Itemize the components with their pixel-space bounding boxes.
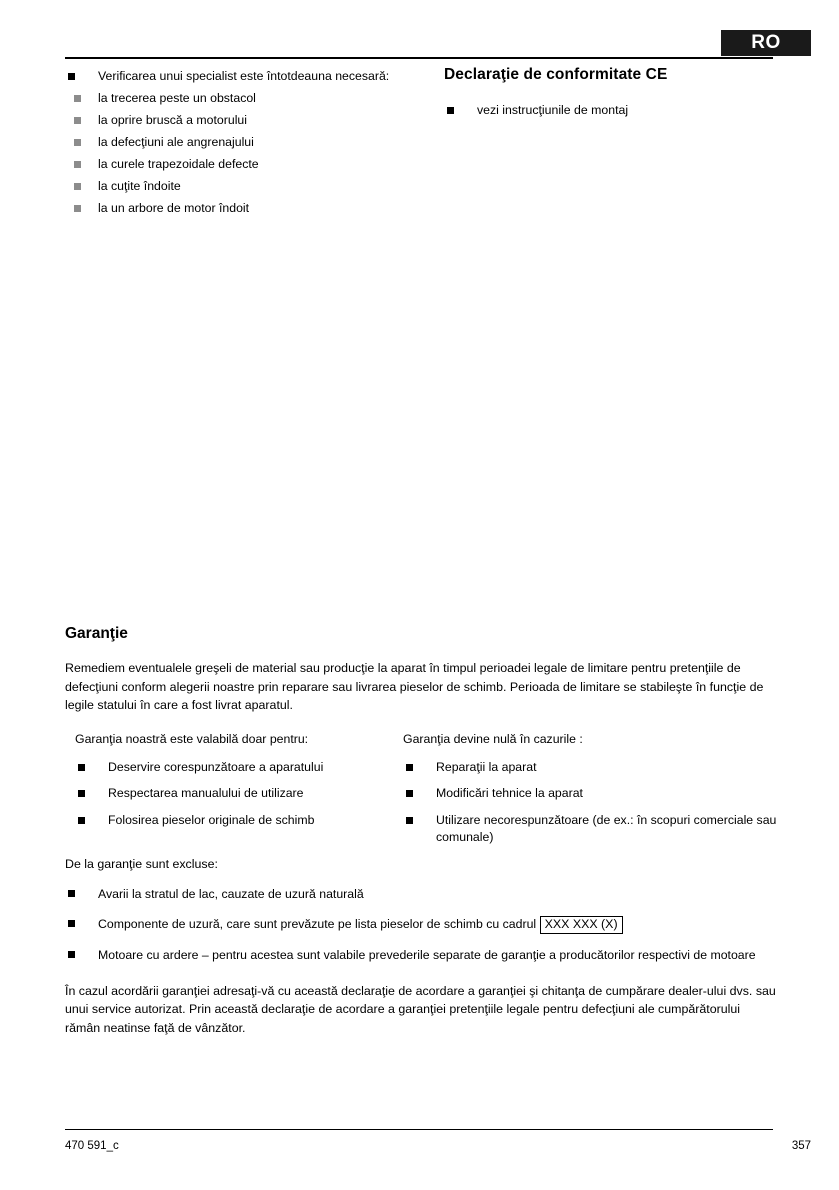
list-item-label: Verificarea unui specialist este întotdeauna necesară: [98, 69, 390, 83]
list-item-label: la defecţiuni ale angrenajului [98, 134, 254, 149]
list-item-label: Componente de uzură, care sunt prevăzute pe lista pieselor de schimb cu cadrul [98, 916, 537, 931]
bullet-square-icon [78, 764, 85, 771]
bullet-square-icon [406, 817, 413, 824]
ce-declaration-list [444, 102, 774, 120]
bullet-square-icon [74, 117, 81, 124]
list-item [75, 812, 405, 830]
warranty-excluded-list [65, 885, 777, 964]
language-tab: RO [721, 30, 811, 56]
list-item [403, 785, 777, 803]
warranty-two-column-block [65, 731, 777, 857]
warranty-excluded-lead: De la garanţie sunt excluse: [65, 856, 218, 871]
list-item [65, 134, 420, 152]
bullet-square-icon [447, 107, 454, 114]
header-divider [65, 57, 773, 59]
warranty-valid-lead: Garanţia noastră este valabilă doar pentru: [75, 731, 309, 746]
bullet-square-icon [78, 817, 85, 824]
list-item [65, 90, 420, 108]
spare-part-code-box: XXX XXX (X) [540, 916, 623, 934]
list-item [75, 759, 405, 777]
list-item-label: vezi instrucţiunile de montaj [477, 103, 629, 117]
list-item-label: Motoare cu ardere – pentru acestea sunt valabile prevederile separate de garanţie a producătorilor respectivi de motoare [98, 947, 756, 962]
list-item-label: Reparaţii la aparat [436, 759, 537, 774]
bullet-square-icon [74, 183, 81, 190]
list-item [65, 178, 420, 196]
list-item [65, 68, 420, 86]
list-item [444, 102, 774, 120]
section-title-ce-declaration: Declaraţie de conformitate CE [444, 66, 668, 83]
list-item-label: Utilizare necorespunzătoare (de ex.: în scopuri comerciale sau comunale) [436, 812, 777, 844]
list-item-label: Modificări tehnice la aparat [436, 786, 583, 800]
list-item-label: la cuţite îndoite [98, 178, 181, 193]
warranty-valid-column [75, 731, 405, 839]
list-item-label: Avarii la stratul de lac, cauzate de uzură naturală [98, 886, 364, 901]
list-item [65, 156, 420, 174]
bullet-square-icon [68, 920, 75, 927]
list-item-label: Respectarea manualului de utilizare [108, 786, 304, 800]
bullet-square-icon [68, 951, 75, 958]
bullet-square-icon [406, 790, 413, 797]
list-item [65, 112, 420, 130]
section-title-warranty: Garanţie [65, 625, 128, 642]
warranty-intro-paragraph: Remediem eventualele greşeli de material sau producţie la aparat în timpul perioadei legale de limitare pentru pretenţiile de defecţiuni conform alegerii noastre prin reparare sau livrarea pieselor de schimb. Perioada de limitare se stabileşte în funcţie de legile statului în care a fost livrat aparatul. [65, 661, 764, 712]
bullet-square-icon [74, 205, 81, 212]
list-item-label: la un arbore de motor îndoit [98, 200, 250, 215]
footer-divider [65, 1129, 773, 1130]
bullet-square-icon [68, 890, 75, 897]
list-item-label: la trecerea peste un obstacol [98, 90, 256, 105]
list-item [65, 200, 420, 218]
warranty-valid-list [75, 759, 405, 830]
bullet-square-icon [78, 790, 85, 797]
specialist-check-list [65, 68, 420, 86]
bullet-square-icon [68, 73, 75, 80]
list-item-with-box [65, 915, 777, 934]
list-item [75, 785, 405, 803]
footer-page-number: 357 [791, 1140, 811, 1152]
list-item [65, 885, 777, 903]
list-item-label: Deservire corespunzătoare a aparatului [108, 759, 324, 774]
right-column [444, 66, 774, 123]
warranty-void-lead: Garanţia devine nulă în cazurile : [403, 731, 583, 746]
specialist-check-sublist [65, 90, 420, 218]
warranty-section [65, 625, 777, 1037]
bullet-square-icon [74, 161, 81, 168]
warranty-void-column [403, 731, 777, 856]
list-item [403, 759, 777, 777]
footer-document-number: 470 591_c [65, 1140, 119, 1152]
bullet-square-icon [74, 95, 81, 102]
bullet-square-icon [74, 139, 81, 146]
bullet-square-icon [406, 764, 413, 771]
list-item-label: la curele trapezoidale defecte [98, 156, 259, 171]
list-item [65, 946, 777, 964]
list-item [403, 812, 777, 847]
warranty-closing-paragraph: În cazul acordării garanţiei adresaţi-vă cu această declaraţie de acordare a garanţiei şi chitanţa de cumpărare dealer-ului dvs. sau unui service autorizat. Prin această declaraţie de acordare a garanţiei pretenţiile legale pentru defecţiuni ale cumpărătorului rămân neatinse faţă de vânzător. [65, 983, 776, 1035]
list-item-label: la oprire bruscă a motorului [98, 112, 247, 127]
left-column [65, 68, 420, 222]
warranty-void-list [403, 759, 777, 847]
list-item-label: Folosirea pieselor originale de schimb [108, 812, 315, 827]
